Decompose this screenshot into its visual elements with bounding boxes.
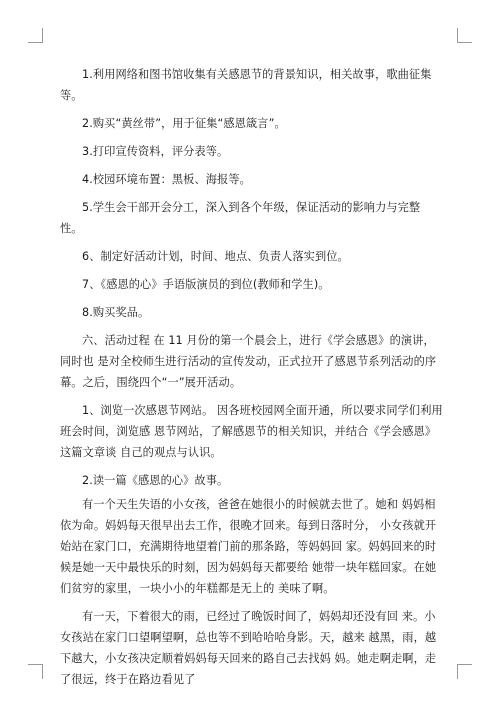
document-body (60, 64, 444, 697)
paragraph-activity-process: 六、活动过程 在 11 月份的第一个晨会上，进行《学会感恩》的演讲，同时也 是对全校师生进行活动的宣传发动，正式拉开了感恩节系列活动的序 幕。之后，围绕四个“一”展开活动。 (60, 334, 437, 389)
paragraph-story-2: 有一天，下着很大的雨，已经过了晚饭时间了，妈妈却还没有回 来。小女孩站在家门口望啊望啊，总也等不到哈哈哈身影。天，越来 越黑，雨，越下越大，小女孩决定顺着妈妈每天回来的路自己去找妈 妈。她走啊走啊，走了很远，终于在路边看见了 (60, 610, 437, 686)
paragraph-read-story: 2.读一篇《感恩的心》故事。 (82, 474, 229, 487)
crop-mark-top-right (457, 28, 472, 43)
paragraph-3: 3.打印宣传资料，评分表等。 (82, 145, 229, 158)
paragraph-7: 7、《感恩的心》手语版演员的到位(教师和学生)。 (82, 278, 330, 291)
paragraph-8: 8.购买奖品。 (82, 306, 150, 319)
paragraph-2: 2.购买“黄丝带”，用于征集“感恩箴言”。 (82, 117, 286, 130)
crop-mark-bottom-right (457, 664, 472, 679)
crop-mark-bottom-left (28, 664, 43, 679)
paragraph-story-1: 有一个天生失语的小女孩，爸爸在她很小的时候就去世了。她和 妈妈相依为命。妈妈每天很早出去工作，很晚才回来。每到日落时分， 小女孩就开始站在家门口，充满期待地望着门前的那条路，等妈妈回 家。妈妈回来的时候是她一天中最快乐的时刻，因为妈妈每天都要给 她带一块年糕回家。在她们贫穷的家里，一块小小的年糕都是无上的 美味了啊。 (60, 498, 437, 595)
paragraph-6: 6、制定好活动计划，时间、地点、负责人落实到位。 (82, 250, 349, 263)
crop-mark-top-left (28, 28, 43, 43)
paragraph-5: 5.学生会干部开会分工，深入到各个年级，保证活动的影响力与完整 性。 (60, 201, 421, 235)
paragraph-browse-website: 1、浏览一次感恩节网站。 因各班校园网全面开通，所以要求同学们利用班会时间，浏览感 恩节网站，了解感恩节的相关知识，并结合《学会感恩》这篇文章谈 自己的观点与认识。 (60, 404, 443, 459)
paragraph-4: 4.校园环境布置：黑板、海报等。 (82, 173, 251, 186)
paragraph-1: 1.利用网络和图书馆收集有关感恩节的背景知识，相关故事，歌曲征集等。 (60, 68, 432, 102)
